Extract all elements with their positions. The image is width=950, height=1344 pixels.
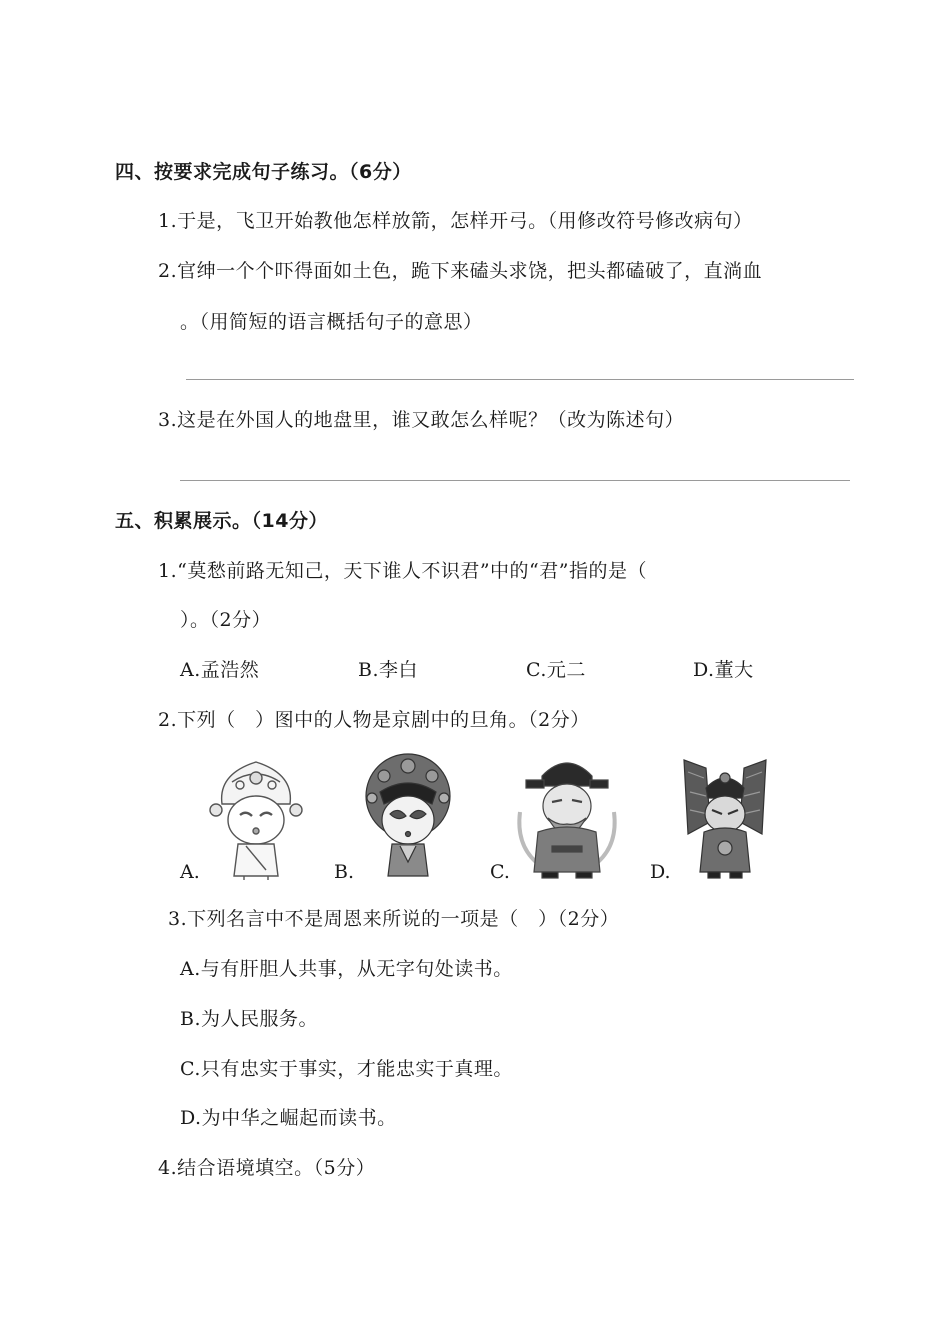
section-four-question-1: 1.于是，飞卫开始教他怎样放箭，怎样开弓。（用修改符号修改病句） [158,210,753,232]
section-five-question-2: 2.下列（ ）图中的人物是京剧中的旦角。（2分） [158,709,590,731]
opera-figure-d-image [670,752,780,882]
quote-option-d: D.为中华之崛起而读书。 [180,1107,397,1129]
section-five-question-3: 3.下列名言中不是周恩来所说的一项是（ ）（2分） [168,908,620,930]
option-c: C.元二 [526,659,586,681]
section-five-heading: 五、积累展示。（14分） [115,510,328,532]
opera-figure-b-image [360,752,456,882]
section-five-question-4: 4.结合语境填空。（5分） [158,1157,376,1179]
section-four-question-3: 3.这是在外国人的地盘里，谁又敢怎么样呢？（改为陈述句） [158,409,685,431]
figure-label-c: C. [490,861,510,883]
figure-label-d: D. [650,861,671,883]
figure-label-a: A. [180,861,200,883]
answer-line-question-2[interactable] [186,379,854,380]
opera-figure-c-image [512,752,622,882]
quote-option-a: A.与有肝胆人共事，从无字句处读书。 [180,958,513,980]
section-five-question-1-line-1: 1.“莫愁前路无知己，天下谁人不识君”中的“君”指的是（ [158,560,647,582]
option-d: D.董大 [693,659,754,681]
option-b: B.李白 [358,659,419,681]
opera-figure-a-image [208,752,304,882]
section-four-question-2-line-2: 。（用简短的语言概括句子的意思） [180,311,483,333]
figure-label-b: B. [334,861,355,883]
section-four-heading: 四、按要求完成句子练习。（6分） [115,161,412,183]
section-four-question-2-line-1: 2.官绅一个个吓得面如土色，跪下来磕头求饶，把头都磕破了，直淌血 [158,260,763,282]
quote-option-b: B.为人民服务。 [180,1008,319,1030]
option-a: A.孟浩然 [180,659,260,681]
quote-option-c: C.只有忠实于事实，才能忠实于真理。 [180,1058,513,1080]
section-five-question-1-line-2: ）。（2分） [180,609,272,631]
answer-line-question-3[interactable] [180,480,850,481]
